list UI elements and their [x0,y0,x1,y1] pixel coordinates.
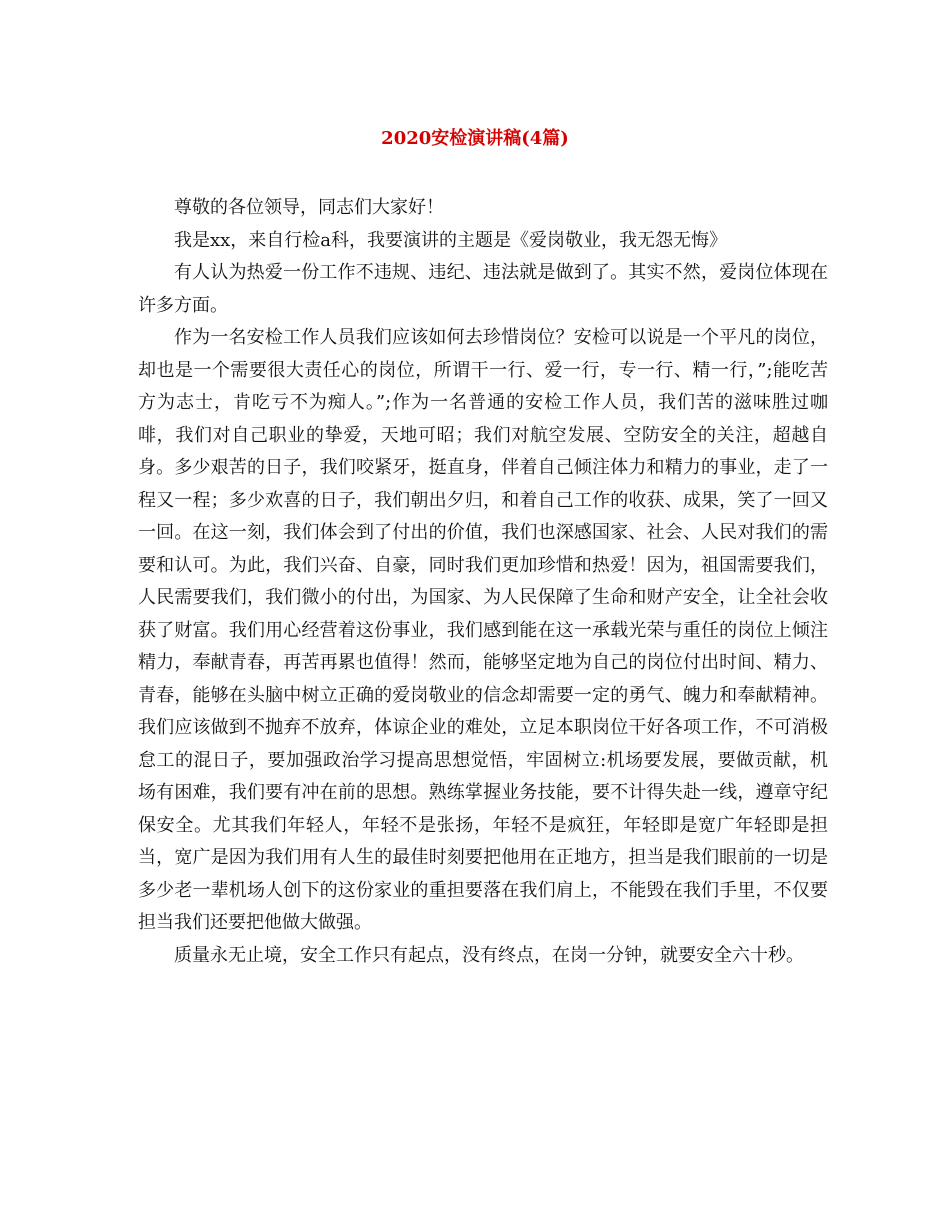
paragraph-conclusion: 质量永无止境，安全工作只有起点，没有终点，在岗一分钟，就要安全六十秒。 [174,944,804,966]
paragraph-opinion: 有人认为热爱一份工作不违规、违纪、违法就是做到了。其实不然，爱岗位体现在许多方面。 [138,262,828,316]
paragraph-introduction: 我是xx，来自行检a科，我要演讲的主题是《爱岗敬业，我无怨无悔》 [174,229,728,251]
paragraph-greeting: 尊敬的各位领导，同志们大家好！ [174,197,444,218]
paragraph-main-body: 作为一名安检工作人员我们应该如何去珍惜岗位？安检可以说是一个平凡的岗位，却也是一个需要很大责任心的岗位，所谓干一行、爱一行，专一行、精一行，”;能吃苦方为志士，肯吃亏不为痴人。”;作为一名普通的安检工作人员，我们苦的滋味胜过咖啡，我们对自己职业的挚爱，天地可昭；我们对航空发展、空防安全的关注，超越自身。多少艰苦的日子，我们咬紧牙，挺直身，伴着自己倾注体力和精力的事业，走了一程又一程；多少欢喜的日子，我们朝出夕归，和着自己工作的收获、成果，笑了一回又一回。在这一刻，我们体会到了付出的价值，我们也深感国家、社会、人民对我们的需要和认可。为此，我们兴奋、自豪，同时我们更加珍惜和热爱！因为，祖国需要我们，人民需要我们，我们微小的付出，为国家、为人民保障了生命和财产安全，让全社会收获了财富。我们用心经营着这份事业，我们感到能在这一承载光荣与重任的岗位上倾注精力，奉献青春，再苦再累也值得！然而，能够坚定地为自己的岗位付出时间、精力、青春，能够在头脑中树立正确的爱岗敬业的信念却需要一定的勇气、魄力和奉献精神。我们应该做到不抛弃不放弃，体谅企业的难处，立足本职岗位干好各项工作，不可消极怠工的混日子，要加强政治学习提高思想觉悟，牢固树立:机场要发展，要做贡献，机场有困难，我们要有冲在前的思想。熟练掌握业务技能，要不计得失赴一线，遵章守纪保安全。尤其我们年轻人，年轻不是张扬，年轻不是疯狂，年轻即是宽广年轻即是担当，宽广是因为我们用有人生的最佳时刻要把他用在正地方，担当是我们眼前的一切是多少老一辈机场人创下的这份家业的重担要落在我们肩上，不能毁在我们手里，不仅要担当我们还要把他做大做强。 [138,327,828,933]
document-title: 2020安检演讲稿(4篇) [381,128,569,149]
document-body [138,192,828,972]
